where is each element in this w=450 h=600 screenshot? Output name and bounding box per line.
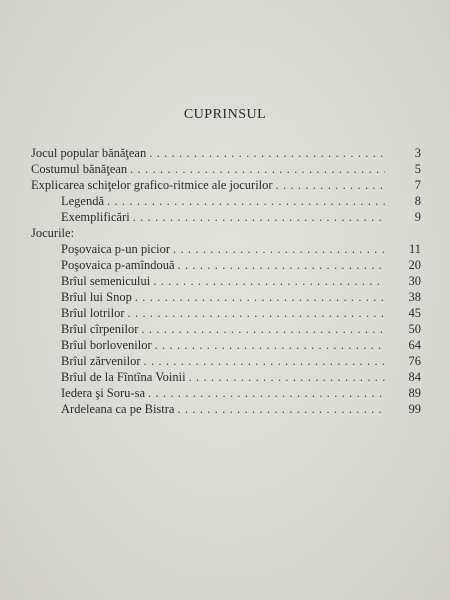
leader-dots — [155, 337, 385, 353]
dance-entry-label: Brîul borlovenilor — [61, 338, 152, 352]
dance-entry — [61, 369, 421, 385]
dance-entry-label: Brîul semenicului — [61, 274, 151, 288]
dance-entry-label: Brîul de la Fîntîna Voinii — [61, 370, 186, 384]
toc-entry-label: Legendă — [61, 194, 105, 208]
toc-entry — [31, 161, 421, 177]
dance-entry — [61, 337, 421, 353]
leader-dots — [144, 353, 386, 369]
toc-subentry — [61, 193, 421, 209]
toc-entry-page: 3 — [414, 146, 421, 160]
leader-dots — [107, 193, 385, 209]
dance-entry — [61, 305, 421, 321]
dance-entry — [61, 241, 421, 257]
dance-entry-page: 84 — [408, 370, 421, 384]
dance-entry-label: Brîul cîrpenilor — [61, 322, 139, 336]
dance-entry — [61, 353, 421, 369]
leader-dots — [128, 305, 385, 321]
dance-entry-label: Iedera şi Soru-sa — [61, 386, 145, 400]
toc-entry-page: 9 — [414, 210, 421, 224]
dance-entry-label: Poşovaica p-amîndouă — [61, 258, 175, 272]
toc-entry-page: 7 — [414, 178, 421, 192]
dance-entry-page: 89 — [408, 386, 421, 400]
leader-dots — [130, 161, 385, 177]
leader-dots — [135, 289, 385, 305]
toc-entry-page: 8 — [414, 194, 421, 208]
toc-entry-label: Exemplificări — [61, 210, 130, 224]
leader-dots — [153, 273, 385, 289]
dance-entry-page: 38 — [408, 290, 421, 304]
toc-entry — [31, 145, 421, 161]
dance-entry — [61, 257, 421, 273]
leader-dots — [141, 321, 385, 337]
leader-dots — [276, 177, 385, 193]
dance-entry-page: 11 — [408, 242, 421, 256]
dance-entry — [61, 401, 421, 417]
dance-entry-page: 20 — [408, 258, 421, 272]
dance-entry — [61, 385, 421, 401]
dance-entry-label: Poşovaica p-un picior — [61, 242, 171, 256]
toc-entry-label: Costumul bănăţean — [31, 162, 128, 176]
section-heading: Jocurile: — [31, 226, 75, 240]
dance-entry — [61, 321, 421, 337]
page-title: CUPRINSUL — [183, 107, 267, 122]
toc-subentry — [61, 209, 421, 225]
dance-entry-label: Brîul lui Snop — [61, 290, 132, 304]
toc-entry — [31, 177, 421, 193]
dance-entry — [61, 289, 421, 305]
leader-dots — [149, 145, 385, 161]
dance-entry-page: 50 — [408, 322, 421, 336]
dance-entry-page: 76 — [408, 354, 421, 368]
dance-entry-page: 99 — [408, 402, 421, 416]
dance-entry-page: 64 — [408, 338, 421, 352]
leader-dots — [177, 401, 385, 417]
dance-entry — [61, 273, 421, 289]
toc-entry-label: Explicarea schiţelor grafico-ritmice ale jocurilor — [31, 178, 273, 192]
dance-entry-page: 45 — [408, 306, 421, 320]
leader-dots — [133, 209, 385, 225]
leader-dots — [178, 257, 385, 273]
leader-dots — [189, 369, 385, 385]
toc-entry-page: 5 — [414, 162, 421, 176]
toc-entry-label: Jocul popular bănăţean — [31, 146, 147, 160]
dance-entry-label: Brîul zărvenilor — [61, 354, 141, 368]
dance-entry-page: 30 — [408, 274, 421, 288]
dance-entry-label: Ardeleana ca pe Bistra — [61, 402, 175, 416]
leader-dots — [148, 385, 385, 401]
dance-entry-label: Brîul lotrilor — [61, 306, 125, 320]
leader-dots — [173, 241, 385, 257]
